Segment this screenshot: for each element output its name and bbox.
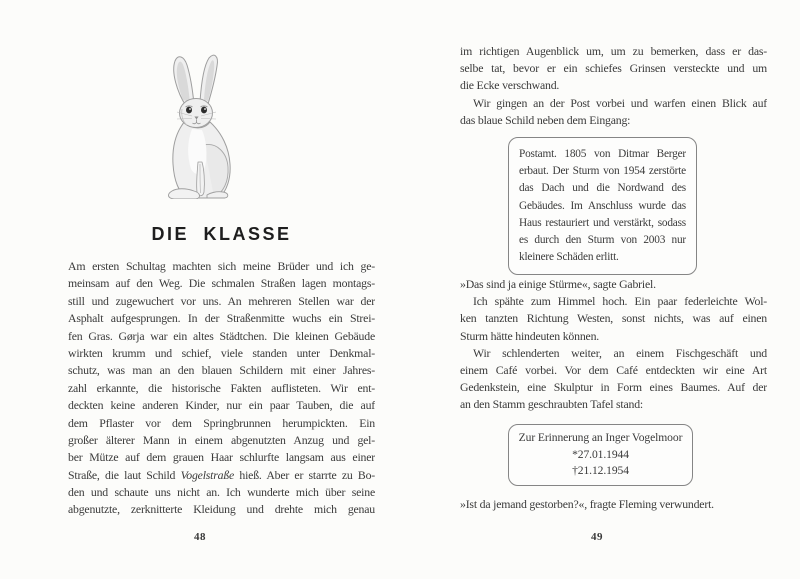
text-line: Gedenkstein, eine Skulptur in Form eines Baumes. Auf der <box>460 380 767 395</box>
text-line: Am ersten Schultag machten sich meine Brüder und ich ge- <box>68 259 375 273</box>
plaque-text-line: Zur Erinnerung an Inger Vogelmoor <box>518 431 683 444</box>
text-line: meinsam auf den Weg. Die schmalen Straßen lagen montags- <box>68 276 375 291</box>
text-line: Wir schlenderten weiter, an einem Fischgeschäft und <box>473 345 767 360</box>
text-line: selbe tat, bevor er ein schiefes Grinsen versteckte und um <box>460 61 767 76</box>
text-line: »Ist da jemand gestorben?«, fragte Fleming verwundert. <box>460 497 714 511</box>
text-segment: Straße, die laut Schild <box>68 467 181 482</box>
page-number-right: 49 <box>591 531 603 543</box>
sign-text-line: kleinere Schäden erlitt. <box>519 251 619 264</box>
text-line: dem Pflaster vor dem Springbrunnen herumpickten. Ein <box>68 415 375 430</box>
chapter-title: DIE KLASSE <box>151 224 292 244</box>
text-line: abgenutzte, zerknitterte Kleidung und drehte mich genau <box>68 502 375 517</box>
right-page-paragraph-1 <box>460 43 767 129</box>
sign-text-line: Postamt. 1805 von Ditmar Berger <box>519 148 686 160</box>
sign-text-line: das Dach und die Nordwand des <box>519 182 686 195</box>
text-line: wirkten krumm und schief, viele standen unter Denkmal- <box>68 345 375 360</box>
text-line: Asphalt aufgesprungen. In der Straßenmitte wuchs ein Strei- <box>68 311 375 326</box>
right-page-closing <box>460 496 767 513</box>
post-office-sign-box <box>508 137 697 275</box>
text-line: das blaue Schild neben dem Eingang: <box>460 112 631 127</box>
plaque-death-date: †21.12.1954 <box>572 464 629 477</box>
rabbit-illustration <box>156 52 240 199</box>
text-line: zahl erkannte, die historische Fakten auflisteten. Wir ent- <box>68 380 375 395</box>
text-line: »Das sind ja einige Stürme«, sagte Gabriel. <box>460 277 656 291</box>
book-page-left <box>68 0 375 579</box>
text-line: still und zugewuchert vor uns. An mehreren Stellen war der <box>68 293 375 308</box>
text-line: Ich spähte zum Himmel hoch. Ein paar federleichte Wol- <box>473 294 767 309</box>
text-line <box>68 467 375 484</box>
text-line: Sturm hätte hindeuten können. <box>460 328 600 343</box>
page-number-left: 48 <box>194 531 206 543</box>
plaque-birth-date: *27.01.1944 <box>572 447 629 461</box>
text-line: den und schaute uns nicht an. Ich wunderte mich über seine <box>68 485 375 500</box>
book-page-right <box>460 0 767 579</box>
memorial-plaque-box <box>508 424 693 486</box>
text-line: fen Gras. Gørja war ein altes Städtchen. Die kleinen Gebäude <box>68 328 375 343</box>
sign-text-line: erbaut. Der Sturm von 1954 zerstörte <box>519 165 686 178</box>
text-line: ber Mütze auf dem grauen Haar schlurfte langsam aus einer <box>68 450 375 465</box>
sign-text-line: Haus restauriert und verstärkt, sodass <box>519 216 686 229</box>
sign-text-line: Gebäudes. Im Anschluss wurde das <box>519 199 686 212</box>
text-segment: hieß. Aber er starrte zu Bo- <box>234 467 375 482</box>
text-line: die Ecke verschwand. <box>460 78 560 93</box>
text-line: schutz, was man an den blauen Schildern mit einer Jahres- <box>68 363 375 378</box>
left-page-paragraph <box>68 258 375 519</box>
text-line: großer älterer Mann in einem abgenutzten Anzug und gel- <box>68 432 375 447</box>
right-page-paragraph-2 <box>460 276 767 414</box>
text-line: Wir gingen an der Post vorbei und warfen einen Blick auf <box>473 95 767 110</box>
text-line: an den Stamm geschraubten Tafel stand: <box>460 397 643 412</box>
sign-text-line: es durch den Sturm von 2003 nur <box>519 233 686 246</box>
text-line: ken tanzten Richtung Westen, sonst nichts, was auf einen <box>460 311 767 326</box>
text-line: deckten keine anderen Kinder, nur ein paar Tauben, die auf <box>68 398 375 413</box>
text-line: im richtigen Augenblick um, um zu bemerken, dass er das- <box>460 44 767 58</box>
text-line: einem Café vorbei. Vor dem Café entdeckten wir eine Art <box>460 362 767 377</box>
street-name-italic: Vogelstraße <box>180 467 235 482</box>
